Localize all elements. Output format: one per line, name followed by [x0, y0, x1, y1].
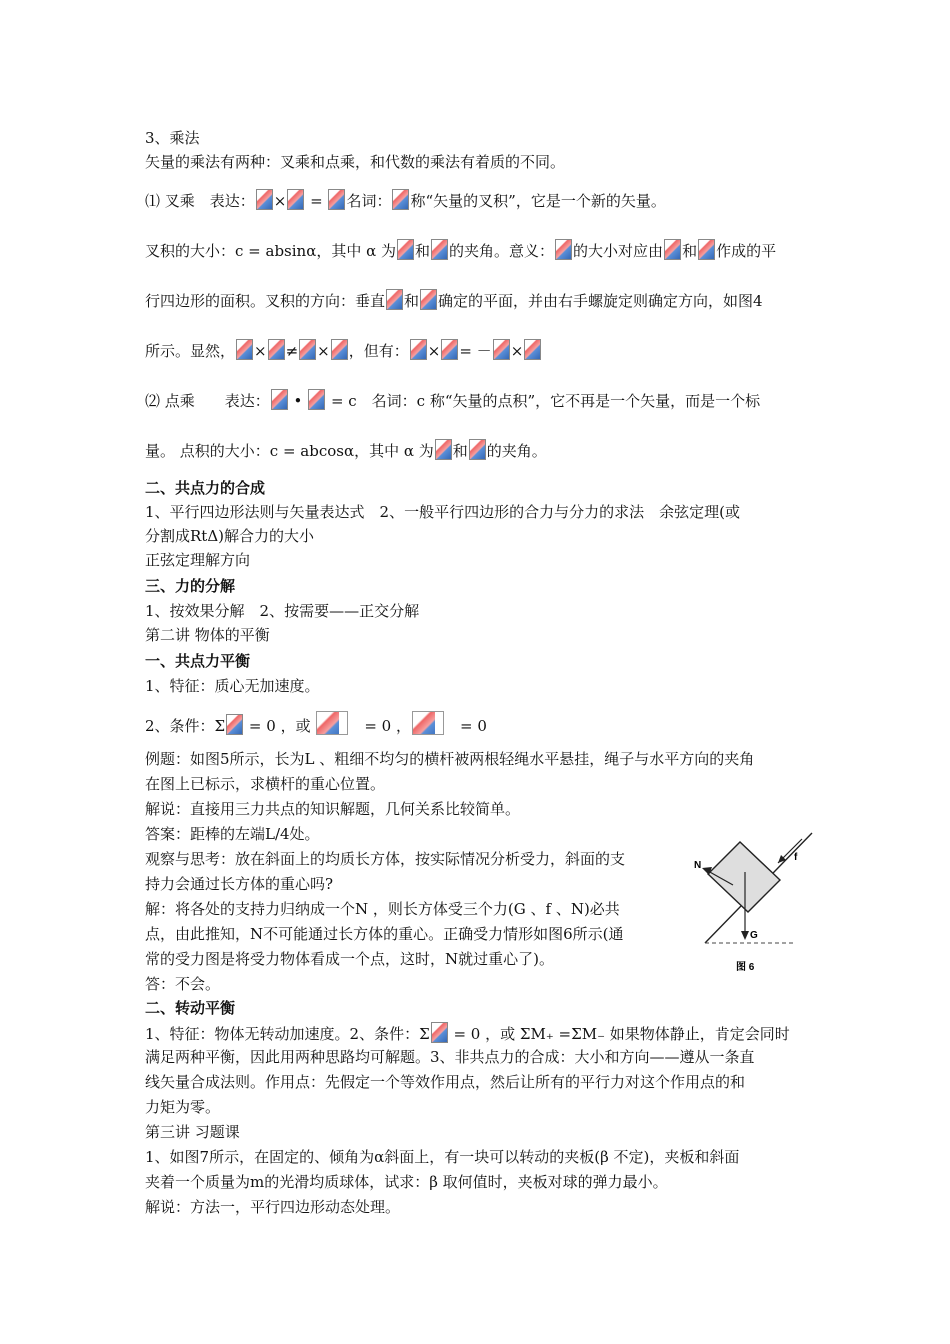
text: 和 [415, 242, 431, 260]
label-n: N [694, 860, 702, 871]
label-g: G [750, 930, 758, 941]
text: = c 名词：c 称“矢量的点积”，它不再是一个矢量，而是一个标 [326, 392, 761, 410]
section-heading: 三、力的分解 [145, 577, 236, 595]
anticommutative-line [145, 339, 542, 361]
line: 力矩为零。 [145, 1098, 221, 1116]
text: = [305, 192, 328, 210]
force-vector-image [226, 714, 243, 735]
vector-b-image [493, 339, 510, 360]
line: 满足两种平衡，因此用两种思路均可解题。3、非共点力的合成：大小和方向——遵从一条直 [145, 1048, 755, 1066]
lecture-title: 第三讲 习题课 [145, 1123, 240, 1141]
vector-b-image [308, 389, 325, 410]
line: 1、平行四边形法则与矢量表达式 2、一般平行四边形的合力与分力的求法 余弦定理(或 [145, 503, 740, 521]
text: = 0 ，或 [244, 717, 316, 735]
text: 叉积的大小：c = absinα，其中 α 为 [145, 242, 397, 260]
line: 解说：方法一，平行四边形动态处理。 [145, 1198, 401, 1216]
figure-caption: 图 6 [736, 962, 755, 973]
vector-a-image [331, 339, 348, 360]
vector-a-image [236, 339, 253, 360]
equilibrium-condition-line [145, 711, 487, 736]
text: = 0 ， [349, 717, 411, 735]
text: × [510, 342, 524, 360]
vector-c-image [328, 189, 345, 210]
vector-a-image [435, 439, 452, 460]
vector-b-image [698, 239, 715, 260]
text: 确定的平面，并由右手螺旋定则确定方向，如图4 [438, 292, 763, 310]
text: × [273, 192, 287, 210]
line: 点，由此推知，N不可能通过长方体的重心。正确受力情形如图6所示(通 [145, 925, 624, 943]
line: 观察与思考：放在斜面上的均质长方体，按实际情况分析受力，斜面的支 [145, 850, 626, 868]
vector-a-image [386, 289, 403, 310]
text: 1、特征：物体无转动加速度。2、条件：Σ [145, 1025, 430, 1043]
line: 1、特征：质心无加速度。 [145, 677, 320, 695]
label-f: f [794, 852, 798, 863]
text: ≠ [285, 342, 299, 360]
text: 2、条件：Σ [145, 717, 226, 735]
text: ⑵ 点乘 表达： [145, 392, 270, 410]
vector-b-image [469, 439, 486, 460]
text: × [254, 342, 267, 360]
text: 称“矢量的叉积”，它是一个新的矢量。 [410, 192, 666, 210]
text: 和 [682, 242, 698, 260]
text: = 0 ，或 ΣM₊ =ΣM₋ 如果物体静止，肯定会同时 [448, 1025, 790, 1043]
vector-a-image [271, 389, 288, 410]
line: 分割成RtΔ)解合力的大小 [145, 527, 315, 545]
force-x-image [316, 711, 348, 735]
vector-b-image [287, 189, 304, 210]
torque-vector-image [431, 1022, 448, 1043]
line: 线矢量合成法则。作用点：先假定一个等效作用点，然后让所有的平行力对这个作用点的和 [145, 1073, 746, 1091]
line: 正弦定理解方向 [145, 551, 251, 569]
vector-a-image [664, 239, 681, 260]
text: 和 [404, 292, 420, 310]
dot-product-line [145, 389, 760, 411]
cross-product-direction-line [145, 289, 763, 311]
section-heading: 一、共点力平衡 [145, 652, 251, 670]
text: ，但有： [348, 342, 409, 360]
line: 解说：直接用三力共点的知识解题，几何关系比较简单。 [145, 800, 521, 818]
vector-b-image [441, 339, 458, 360]
line: 持力会通过长方体的重心吗? [145, 875, 334, 893]
line: 常的受力图是将受力物体看成一个点，这时，N就过重心了)。 [145, 950, 554, 968]
section-heading: 二、转动平衡 [145, 999, 236, 1017]
figure-6-incline-diagram [690, 828, 815, 978]
text: 量。 点积的大小：c = abcosα，其中 α 为 [145, 442, 434, 460]
text: 和 [452, 442, 468, 460]
vector-a-image [524, 339, 541, 360]
vector-b-image [431, 239, 448, 260]
cross-product-line [145, 189, 666, 211]
text: 的大小对应由 [573, 242, 664, 260]
dot-product-magnitude-line [145, 439, 547, 461]
text: = － [459, 342, 492, 360]
text: 行四边形的面积。叉积的方向：垂直 [145, 292, 386, 310]
line: 1、如图7所示，在固定的、倾角为α斜面上，有一块可以转动的夹板(β 不定)，夹板和斜面 [145, 1148, 740, 1166]
text: 名词： [346, 192, 392, 210]
text: 的夹角。 [486, 442, 547, 460]
vector-a-image [256, 189, 273, 210]
vector-a-image [397, 239, 414, 260]
line: 在图上已标示，求横杆的重心位置。 [145, 775, 386, 793]
vector-c-image [555, 239, 572, 260]
text: × [317, 342, 330, 360]
line: 答案：距棒的左端L/4处。 [145, 825, 320, 843]
text: 所示。显然， [145, 342, 236, 360]
section-heading: 二、共点力的合成 [145, 479, 266, 497]
line: 矢量的乘法有两种：叉乘和点乘，和代数的乘法有着质的不同。 [145, 153, 566, 171]
line: 3、乘法 [145, 129, 200, 147]
vector-b-image [268, 339, 285, 360]
text: ⑴ 叉乘 表达： [145, 192, 255, 210]
line: 答：不会。 [145, 975, 221, 993]
force-y-image [412, 711, 444, 735]
line: 例题：如图5所示，长为L 、粗细不均匀的横杆被两根轻绳水平悬挂，绳子与水平方向的夹角 [145, 750, 755, 768]
vector-a-image [410, 339, 427, 360]
vector-b-image [299, 339, 316, 360]
line: 1、按效果分解 2、按需要——正交分解 [145, 602, 420, 620]
text: 作成的平 [716, 242, 777, 260]
line: 解：将各处的支持力归纳成一个N ，则长方体受三个力(G 、f 、N)必共 [145, 900, 620, 918]
text: × [427, 342, 441, 360]
rotation-condition-line [145, 1022, 790, 1044]
text: 的夹角。意义： [449, 242, 555, 260]
line: 夹着一个质量为m的光滑均质球体，试求：β 取何值时，夹板对球的弹力最小。 [145, 1173, 668, 1191]
gravity-arrowhead [741, 931, 749, 940]
lecture-title: 第二讲 物体的平衡 [145, 626, 270, 644]
vector-c-image [392, 189, 409, 210]
text: = 0 [445, 717, 487, 735]
vector-b-image [420, 289, 437, 310]
text: • [288, 392, 308, 410]
cross-product-magnitude-line [145, 239, 776, 261]
